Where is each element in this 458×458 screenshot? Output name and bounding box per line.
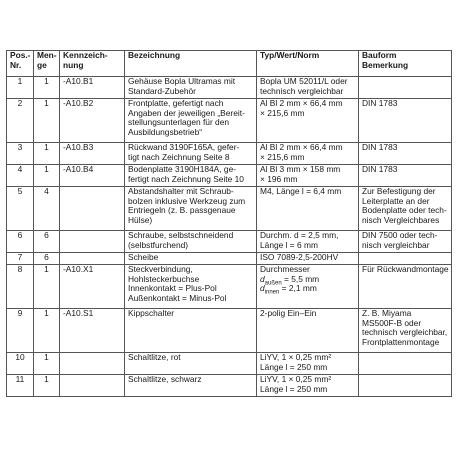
table-row [7, 99, 452, 143]
cell-pos: 7 [7, 253, 34, 265]
cell-remark [359, 375, 452, 397]
cell-remark [359, 77, 452, 99]
table-row [7, 231, 452, 253]
table-row [7, 165, 452, 187]
table-row [7, 265, 452, 309]
table-header-row [7, 51, 452, 77]
cell-type: Al Bl 2 mm × 66,4 mm × 215,6 mm [257, 99, 359, 143]
cell-code: -A10.B4 [60, 165, 125, 187]
cell-code [60, 231, 125, 253]
cell-type: M4, Länge l = 6,4 mm [257, 187, 359, 231]
cell-remark [359, 253, 452, 265]
cell-pos: 3 [7, 143, 34, 165]
header-qty: Men- ge [34, 51, 60, 77]
cell-qty: 1 [34, 265, 60, 309]
cell-description: Bodenplatte 3190H184A, ge- fertigt nach Zeichnung Seite 10 [125, 165, 257, 187]
table-row [7, 143, 452, 165]
cell-remark: DIN 1783 [359, 165, 452, 187]
header-remark: Bauform Bemerkung [359, 51, 452, 77]
cell-pos: 1 [7, 77, 34, 99]
cell-pos: 4 [7, 165, 34, 187]
cell-code: -A10.X1 [60, 265, 125, 309]
cell-pos: 8 [7, 265, 34, 309]
table-row [7, 353, 452, 375]
header-description: Bezeichnung [125, 51, 257, 77]
cell-pos: 11 [7, 375, 34, 397]
cell-type: Durchm. d = 2,5 mm, Länge l = 6 mm [257, 231, 359, 253]
table-row [7, 309, 452, 353]
cell-qty: 1 [34, 99, 60, 143]
cell-pos: 5 [7, 187, 34, 231]
cell-description: Schaltlitze, schwarz [125, 375, 257, 397]
cell-remark: DIN 7500 oder tech- nisch vergleichbar [359, 231, 452, 253]
cell-type: Durchmesser $d_{außen} = 5,5$ mm $d_{innen} = 2,1$ mm [257, 265, 359, 309]
cell-description: Schraube, selbstschneidend (selbstfurchend) [125, 231, 257, 253]
cell-remark: DIN 1783 [359, 99, 452, 143]
cell-type: LiYV, 1 × 0,25 mm² Länge l = 250 mm [257, 375, 359, 397]
cell-description: Abstandshalter mit Schraub- bolzen inklusive Werkzeug zum Entriegeln (z. B. passgenaue Hülse) [125, 187, 257, 231]
table-body [7, 77, 452, 397]
cell-pos: 9 [7, 309, 34, 353]
cell-qty: 1 [34, 309, 60, 353]
cell-type: Al Bl 3 mm × 158 mm × 196 mm [257, 165, 359, 187]
cell-qty: 4 [34, 187, 60, 231]
cell-remark: Zur Befestigung der Leiterplatte an der Bodenplatte oder tech- nisch Vergleichbares [359, 187, 452, 231]
cell-description: Schaltlitze, rot [125, 353, 257, 375]
table-row [7, 77, 452, 99]
table-row [7, 375, 452, 397]
header-type: Typ/Wert/Norm [257, 51, 359, 77]
cell-description: Kippschalter [125, 309, 257, 353]
cell-description: Scheibe [125, 253, 257, 265]
cell-type: Al Bl 2 mm × 66,4 mm × 215,6 mm [257, 143, 359, 165]
cell-code: -A10.B3 [60, 143, 125, 165]
table-row [7, 187, 452, 231]
cell-qty: 6 [34, 253, 60, 265]
cell-type: Bopla UM 52011/L oder technisch vergleichbar [257, 77, 359, 99]
cell-qty: 1 [34, 77, 60, 99]
cell-qty: 1 [34, 165, 60, 187]
cell-code: -A10.B1 [60, 77, 125, 99]
parts-list-table [6, 50, 452, 397]
cell-remark: DIN 1783 [359, 143, 452, 165]
cell-code [60, 187, 125, 231]
cell-description: Frontplatte, gefertigt nach Angaben der jeweiligen „Bereit- stellungsunterlagen für den Ausbildungsbetrieb“ [125, 99, 257, 143]
cell-pos: 2 [7, 99, 34, 143]
cell-remark: Z. B. Miyama MS500F-B oder technisch vergleichbar, Frontplattenmontage [359, 309, 452, 353]
cell-code [60, 375, 125, 397]
cell-qty: 1 [34, 353, 60, 375]
cell-code [60, 253, 125, 265]
cell-qty: 1 [34, 375, 60, 397]
cell-pos: 6 [7, 231, 34, 253]
cell-code [60, 353, 125, 375]
cell-qty: 1 [34, 143, 60, 165]
header-pos: Pos.- Nr. [7, 51, 34, 77]
cell-description: Steckverbindung, Hohlsteckerbuchse Innenkontakt = Plus-Pol Außenkontakt = Minus-Pol [125, 265, 257, 309]
cell-type: LiYV, 1 × 0,25 mm² Länge l = 250 mm [257, 353, 359, 375]
table-row [7, 253, 452, 265]
cell-code: -A10.S1 [60, 309, 125, 353]
cell-description: Gehäuse Bopla Ultramas mit Standard-Zubehör [125, 77, 257, 99]
cell-remark [359, 353, 452, 375]
cell-pos: 10 [7, 353, 34, 375]
cell-description: Rückwand 3190F165A, gefer- tigt nach Zeichnung Seite 8 [125, 143, 257, 165]
cell-qty: 6 [34, 231, 60, 253]
cell-type: ISO 7089-2,5-200HV [257, 253, 359, 265]
cell-remark: Für Rückwandmontage [359, 265, 452, 309]
header-code: Kennzeich- nung [60, 51, 125, 77]
cell-type: 2-polig Ein–Ein [257, 309, 359, 353]
cell-code: -A10.B2 [60, 99, 125, 143]
